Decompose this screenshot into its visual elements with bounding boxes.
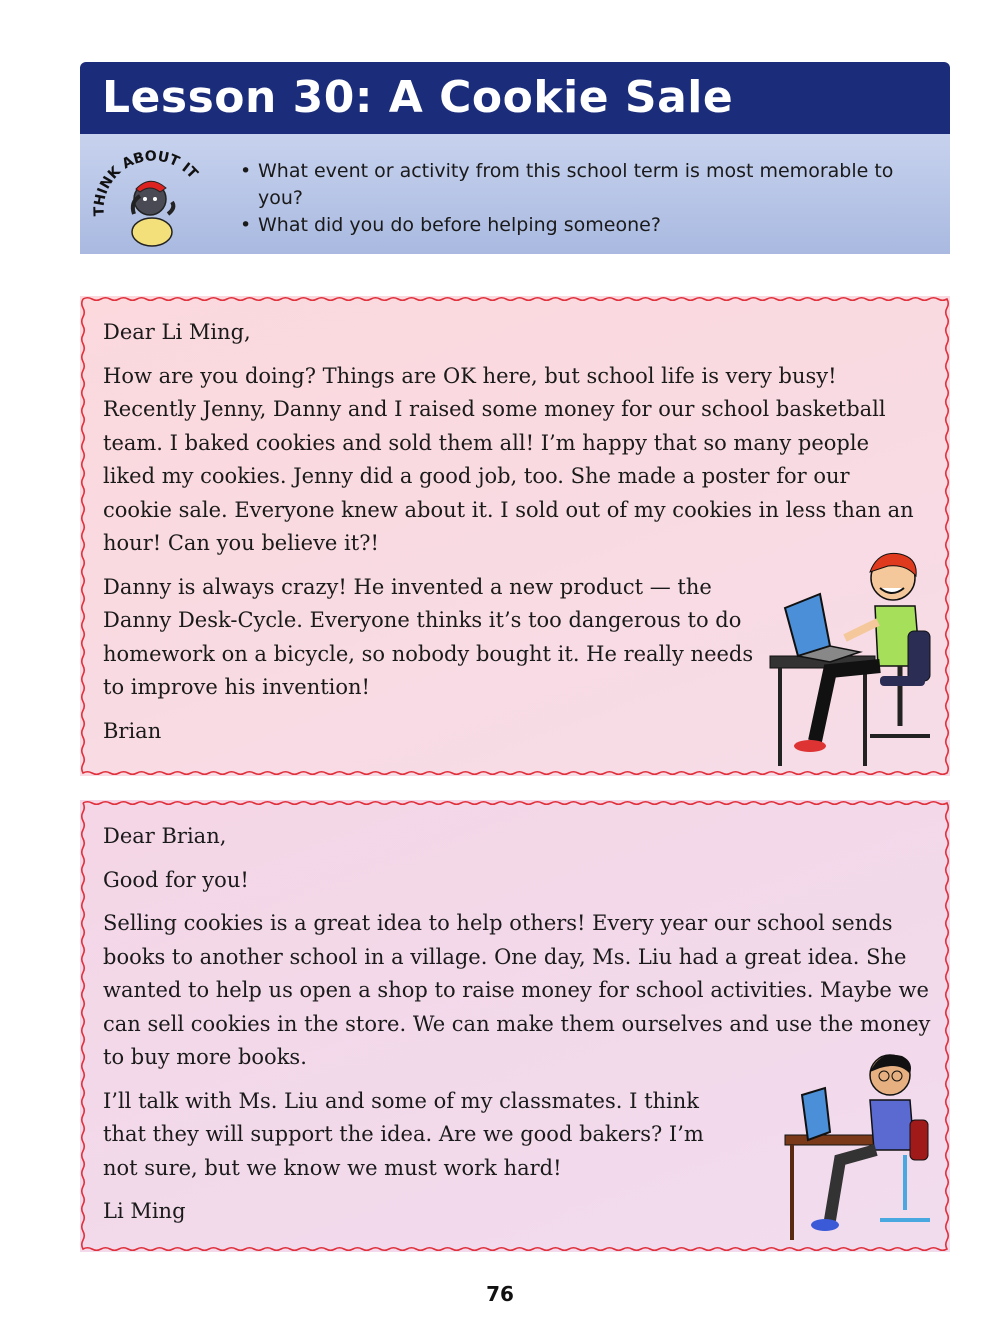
letter2-paragraph-2: Selling cookies is a great idea to help others! Every year our school sends books to another school in a village. One day, Ms. Liu had a great idea. She wanted to help us open a shop to raise money for school activities. Maybe we can sell cookies in the store. We can make them ourselves and use the money to buy more books. [103,911,931,1069]
page-number: 76 [486,1282,514,1306]
think-about-it-label: THINK ABOUT IT [91,148,201,217]
letter-to-li-ming [80,296,950,776]
letter1-greeting: Dear Li Ming, [103,320,251,344]
letter1-paragraph-2: Danny is always crazy! He invented a new product — the Danny Desk-Cycle. Everyone thinks it’s too dangerous to do homework on a bicycle, so nobody bought it. He really needs to improve his invention! [103,574,754,699]
letter2-paragraph-3: I’ll talk with Ms. Liu and some of my classmates. I think that they will support the idea. Are we good bakers? I’m not sure, but we know we must work hard! [103,1088,704,1180]
lesson-title: Lesson 30: A Cookie Sale [80,62,950,134]
think-about-it-logo [90,144,210,249]
think-question-2: • What did you do before helping someone? [240,212,920,239]
letter2-paragraph-1: Good for you! [103,867,249,892]
boy-with-laptop-illustration [760,546,935,776]
li-ming-with-laptop-illustration [780,1050,940,1250]
letter2-signature: Li Ming [103,1199,186,1223]
letter1-paragraph-1: How are you doing? Things are OK here, but school life is very busy! Recently Jenny, Danny and I raised some money for our school basketball team. I baked cookies and sold them all! I’m happy that so many people liked my cookies. Jenny did a good job, too. She made a poster for our cookie sale. Everyone knew about it. I sold out of my cookies in less than an hour! Can you believe it?! [103,363,914,555]
letter1-signature: Brian [103,718,162,743]
letter-to-brian [80,800,950,1252]
think-about-it-box [80,134,950,254]
letter2-greeting: Dear Brian, [103,824,227,848]
think-question-1: • What event or activity from this school term is most memorable to you? [240,158,920,212]
think-questions-list [240,158,920,239]
